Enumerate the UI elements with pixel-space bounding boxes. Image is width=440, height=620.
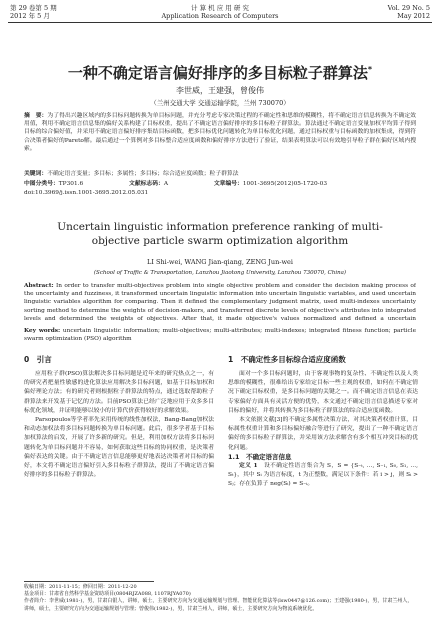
abstract-cn xyxy=(24,112,416,170)
abstract-en xyxy=(24,282,416,324)
journal-name-en: Application Research of Computers xyxy=(161,12,279,20)
doc-code-label: 文献标志码： xyxy=(129,181,164,187)
definition-1-label: 定义 1 xyxy=(239,463,258,470)
affiliation-cn: （兰州交通大学 交通运输学院，兰州 730070） xyxy=(150,99,290,107)
footnote-rule xyxy=(24,581,154,582)
classification-row xyxy=(24,180,416,189)
paper-title-cn xyxy=(0,62,440,83)
abstract-cn-text: 为了得出兴趣区域内的多目标问题转换为单目标问题，并充分考虑专家决策过程的不确定性和思维的模糊性，将不确定语言信息转换为不确定效用值，利用不确定语言信息集的偏好关系构建了目标权重，提出了不确定语言偏好排序的多目标粒子群算法。算法通过不确定语言变量加权平均算子得到目标的综合偏好值，并采用不确定语言偏好排序集结目标函数，把多目标优化问题转化为单目标优化问题，通过目标权重与目标函数的加权集成，得到符合决策者偏好的Pareto解。最后通过一个算例对多目标整合适应度函数和偏好排序方法进行了验证，结果表明算法可以有效地引导粒子群在偏好区域内搜索。 xyxy=(24,113,416,152)
header-left xyxy=(10,4,57,20)
right-column xyxy=(228,370,418,576)
clc-label: 中图分类号： xyxy=(24,181,59,187)
date-en: May 2012 xyxy=(397,12,430,20)
left-column xyxy=(24,370,214,576)
received-date: 收稿日期：2011-11-15；修回日期：2011-12-20 xyxy=(24,584,137,590)
abstract-en-label: Abstract: xyxy=(24,283,54,289)
article-no-label: 文章编号： xyxy=(213,181,243,187)
doi: doi:10.3969/j.issn.1001-3695.2012.05.031 xyxy=(24,190,149,196)
keywords-cn-text: 不确定语言变量；多目标；多属性；多目标；综合适应度函数；粒子群算法 xyxy=(47,171,239,177)
title-cn-text: 一种不确定语言偏好排序的多目标粒子群算法 xyxy=(67,64,368,82)
section-0-heading: 0 引言 xyxy=(24,355,52,364)
title-footnote-mark: * xyxy=(367,65,373,74)
clc-field xyxy=(24,181,105,187)
header-center xyxy=(120,4,320,20)
header-rule xyxy=(8,22,432,23)
abstract-en-text: In order to transfer multi-objectives problem into single objective problem and consider the decision making process of the uncertainty and fuzziness, it transformed uncertain linguistic information into uncertain linguistic variables, and used uncertain linguistic variables algorithm for comparing. Then it defined the complementary judgment matrix, used multi-indexes uncertainty sorting method to determine the weights of decision-makers, and transferred discrete levels of objective's attributes into integrated levels and determined the weights of objectives. After that, it made objective's values normalized and defined a uncertain xyxy=(24,283,416,322)
footnote xyxy=(24,584,416,613)
volume-issue-en: Vol. 29 No. 5 xyxy=(387,4,430,12)
intro-paragraph: Parsopoulos等学者率先采用传统的线性加权法，Bang-Bang加权法和动态加权法将多目标问题转换为单目标问题。此后，很多学者基于目标加权算法的启发，开展了许多新的研究。但是，利用加权方法将多目标问题转化为单目标问题并不容易，如何获取这些目标的协同权重，是决策者偏好表达的关键。由于不确定语言信息能够更好地表达决策者对目标的偏好，本文将不确定语言偏好引入多目标粒子群算法，提出了不确定语言偏好排序的多目标粒子群算法。 xyxy=(24,417,214,479)
fund-info: 基金项目：甘肃省自然科学基金资助项目(0804RJZA088, 1107RJYA070) xyxy=(24,591,191,598)
intro-paragraph: 应用粒子群(PSO)算法解决多目标问题是近年来的研究热点之一，有的研究者把量性敏感的进化算法应用解决多目标问题，如基于目标加权和偏好理论方法；有的研究者则根据粒子群算法的特点，通过选取帮助粒子群算法来开发基于记忆的方法。目前PSO算法已经广泛地应用于众多多目标优化领域，并证明能够以较小的计算代价获得较好的求解效果。 xyxy=(24,371,214,414)
abstract-cn-label: 摘 要： xyxy=(24,113,48,119)
header-right xyxy=(388,4,430,20)
volume-issue-cn: 第 29 卷第 5 期 xyxy=(10,4,57,12)
doc-code-value: A xyxy=(163,181,168,187)
doc-code-field xyxy=(129,181,190,187)
paper-title-en: Uncertain linguistic information preference ranking of multi-objective particle swarm optimization algorithm xyxy=(57,221,383,247)
definition-1 xyxy=(228,462,418,490)
section1-paragraph: 面对一个多目标问题时，由于客观事物的复杂性、不确定性以及人类思维的模糊性，很难给出专家给定目标一些主观的权重，如何在不确定情况下确定目标权重，是多目标问题的关键之一。而不确定语言信息在表达专家偏好方面具有灵活方便的优势，本文通过不确定语言信息描述专家对目标的偏好，并将其转换为多目标粒子群算法的综合适应度函数。 xyxy=(228,371,418,414)
subsection-1-1-heading: 1.1 不确定语言信息 xyxy=(228,452,292,461)
date-cn: 2012 年 5 月 xyxy=(10,12,50,20)
definition-1-text: 设不确定性语言集合为 S，S = {S₋ₜ, …, S₋₁, S₀, S₁, …, Sₜ}，其中 Sᵢ 为语言标度，t 为正整数，满足以下条件：若 i > j，则 Sᵢ > Sⱼ；存在负算子 neg(Sᵢ) = S₋ᵢ。 xyxy=(228,463,418,488)
affiliation-en: (School of Traffic & Transportation, Lanzhou Jiaotong University, Lanzhou 730070, China) xyxy=(93,270,347,276)
keywords-en-label: Key words: xyxy=(24,328,61,334)
section-1-heading: 1 不确定性多目标综合适应度函数 xyxy=(228,355,346,364)
journal-name-cn: 计 算 机 应 用 研 究 xyxy=(191,4,249,12)
clc-value: TP301.6 xyxy=(58,181,84,187)
section1-paragraph: 本文依据文献[3]的不确定多属性决策方法，对其决策者权重计算，目标属性权重计算和多目标偏好融合等进行了研究，提出了一种不确定语言偏好的多目标粒子群算法，并采用该方法求解含有多个相互冲突目标的优化问题。 xyxy=(228,417,418,451)
journal-header xyxy=(0,0,440,24)
keywords-cn xyxy=(24,170,416,179)
keywords-en xyxy=(24,327,416,345)
article-no-field xyxy=(214,181,349,187)
author-bio: 作者简介：李世威(1981-)，男，甘肃白银人，讲师，硕士，主要研究方向为交通运输规划与管理、智能优化算法等(lsw0447@126.com)；王建强(1980-)，男，甘肃兰州人，讲师，硕士，主要研究方向为交通运输规划与管理；曾俊伟(1982-)，男，甘肃兰州人，讲师，硕士，主要研究方向为物流系统优化。 xyxy=(24,598,413,612)
authors-en: LI Shi-wei, WANG Jian-qiang, ZENG Jun-wei xyxy=(147,258,293,266)
authors-cn: 李世威，王建强，曾俊伟 xyxy=(176,86,264,95)
keywords-cn-label: 关键词： xyxy=(24,171,48,177)
keywords-en-text: uncertain linguistic information; multi-objectives; multi-attributes; multi-indexes; integrated fitness function; particle swarm optimization (PSO) algorithm xyxy=(24,328,416,343)
article-no-value: 1001-3695(2012)05-1720-03 xyxy=(242,181,328,187)
